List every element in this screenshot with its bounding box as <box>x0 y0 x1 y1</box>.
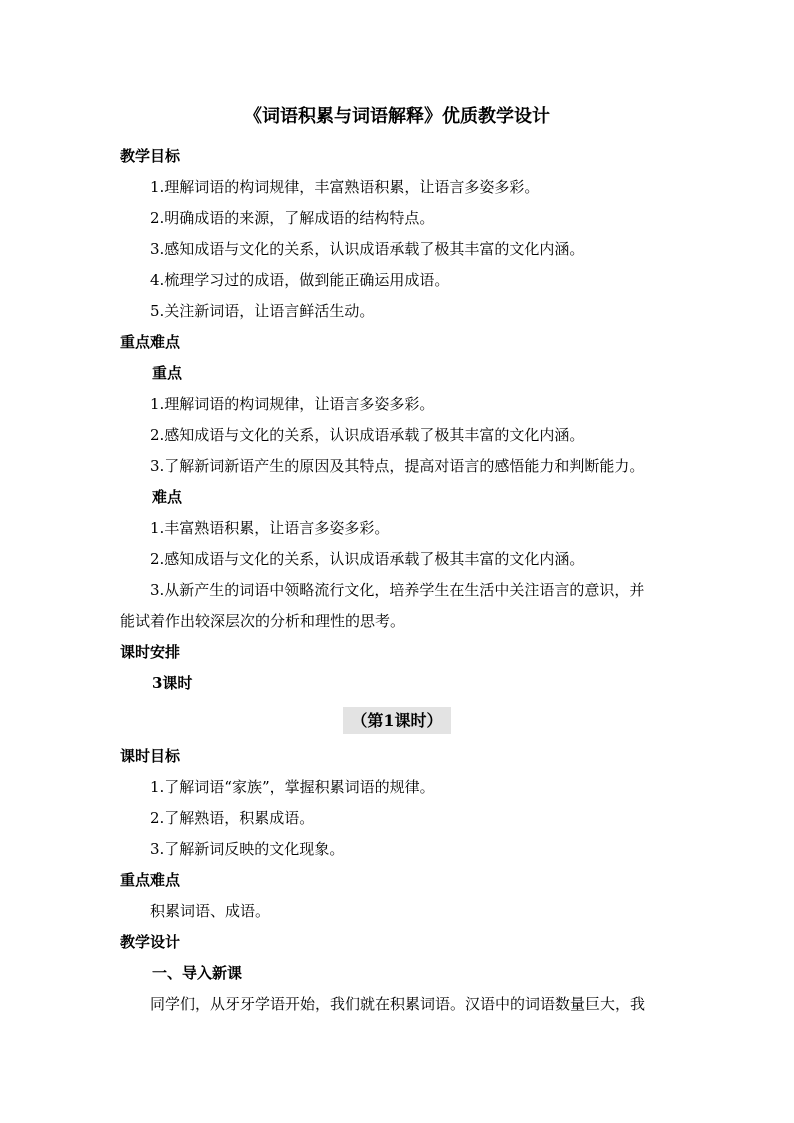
key-point-item: 1.理解词语的构词规律，让语言多姿多彩。 <box>150 395 435 413</box>
part-1-heading: 一、导入新课 <box>152 964 243 982</box>
schedule-heading: 课时安排 <box>120 643 181 661</box>
difficult-point-item-continuation: 能试着作出较深层次的分析和理性的思考。 <box>120 612 406 630</box>
session-goal-item: 2.了解熟语，积累成语。 <box>150 809 315 827</box>
difficult-points-subheading: 难点 <box>152 488 183 506</box>
key-difficult-heading: 重点难点 <box>120 333 181 351</box>
schedule-value: 3课时 <box>152 674 193 692</box>
session-goals-heading: 课时目标 <box>120 747 181 765</box>
teaching-design-heading: 教学设计 <box>120 933 181 951</box>
objective-item: 3.感知成语与文化的关系，认识成语承载了极其丰富的文化内涵。 <box>150 240 585 258</box>
objective-item: 1.理解词语的构词规律，丰富熟语积累，让语言多姿多彩。 <box>150 178 540 196</box>
difficult-point-item: 3.从新产生的词语中领略流行文化，培养学生在生活中关注语言的意识，并 <box>150 581 645 599</box>
session-1-label: （第1课时） <box>343 707 451 734</box>
key-point-item: 2.感知成语与文化的关系，认识成语承载了极其丰富的文化内涵。 <box>150 426 585 444</box>
session-key-heading: 重点难点 <box>120 871 181 889</box>
key-point-item: 3.了解新词新语产生的原因及其特点，提高对语言的感悟能力和判断能力。 <box>150 457 645 475</box>
session-goal-item: 3.了解新词反映的文化现象。 <box>150 840 345 858</box>
difficult-point-item: 1.丰富熟语积累，让语言多姿多彩。 <box>150 519 390 537</box>
objective-item: 4.梳理学习过的成语，做到能正确运用成语。 <box>150 271 450 289</box>
objective-item: 2.明确成语的来源，了解成语的结构特点。 <box>150 209 435 227</box>
session-key-text: 积累词语、成语。 <box>150 902 271 920</box>
objectives-heading: 教学目标 <box>120 147 181 165</box>
session-goal-item: 1.了解词语“家族”，掌握积累词语的规律。 <box>150 778 435 796</box>
document-title: 《词语积累与词语解释》优质教学设计 <box>244 106 550 127</box>
difficult-point-item: 2.感知成语与文化的关系，认识成语承载了极其丰富的文化内涵。 <box>150 550 585 568</box>
objective-item: 5.关注新词语，让语言鲜活生动。 <box>150 302 375 320</box>
key-points-subheading: 重点 <box>152 364 183 382</box>
part-1-paragraph: 同学们，从牙牙学语开始，我们就在积累词语。汉语中的词语数量巨大，我 <box>150 995 646 1013</box>
